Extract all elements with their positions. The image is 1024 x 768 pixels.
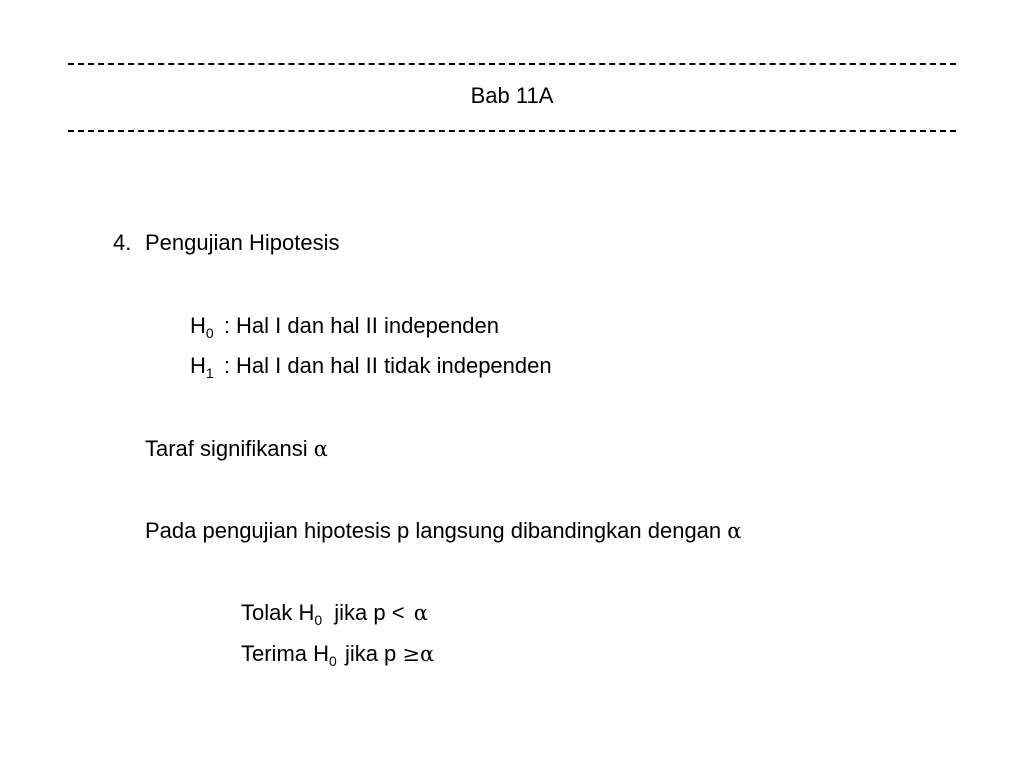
header-divider-top: [68, 63, 956, 65]
section-number: 4.: [113, 230, 132, 255]
hypothesis-alt-text: : Hal I dan hal II tidak independen: [223, 353, 552, 378]
accept-rule: [241, 640, 434, 668]
significance-line: [145, 435, 328, 463]
alpha-symbol: α: [727, 519, 742, 543]
comparison-line: [145, 517, 741, 545]
hypothesis-alternative: [190, 352, 552, 380]
header-divider-bottom: [68, 130, 956, 132]
section-title: Pengujian Hipotesis: [145, 230, 340, 255]
hypothesis-null-subscript: 0: [205, 325, 214, 341]
hypothesis-null-text: : Hal I dan hal II independen: [223, 313, 500, 338]
reject-condition: jika p <: [334, 600, 405, 625]
significance-text: Taraf signifikansi: [145, 436, 308, 461]
accept-prefix: Terima H: [241, 641, 330, 666]
alpha-symbol: α: [420, 642, 435, 666]
hypothesis-null: [190, 312, 499, 340]
comparison-text: Pada pengujian hipotesis p langsung dibandingkan dengan: [145, 518, 722, 543]
reject-subscript: 0: [314, 612, 323, 628]
page-title: Bab 11A: [470, 83, 554, 108]
reject-prefix: Tolak H: [241, 600, 315, 625]
alpha-symbol: α: [313, 437, 328, 461]
accept-condition: jika p: [344, 641, 397, 666]
accept-subscript: 0: [329, 653, 337, 669]
hypothesis-alt-symbol: H: [190, 353, 206, 378]
greater-equal-symbol: ≥: [402, 642, 421, 666]
hypothesis-alt-subscript: 1: [205, 365, 214, 381]
hypothesis-null-symbol: H: [190, 313, 206, 338]
reject-rule: [241, 599, 428, 627]
alpha-symbol: α: [413, 601, 428, 625]
